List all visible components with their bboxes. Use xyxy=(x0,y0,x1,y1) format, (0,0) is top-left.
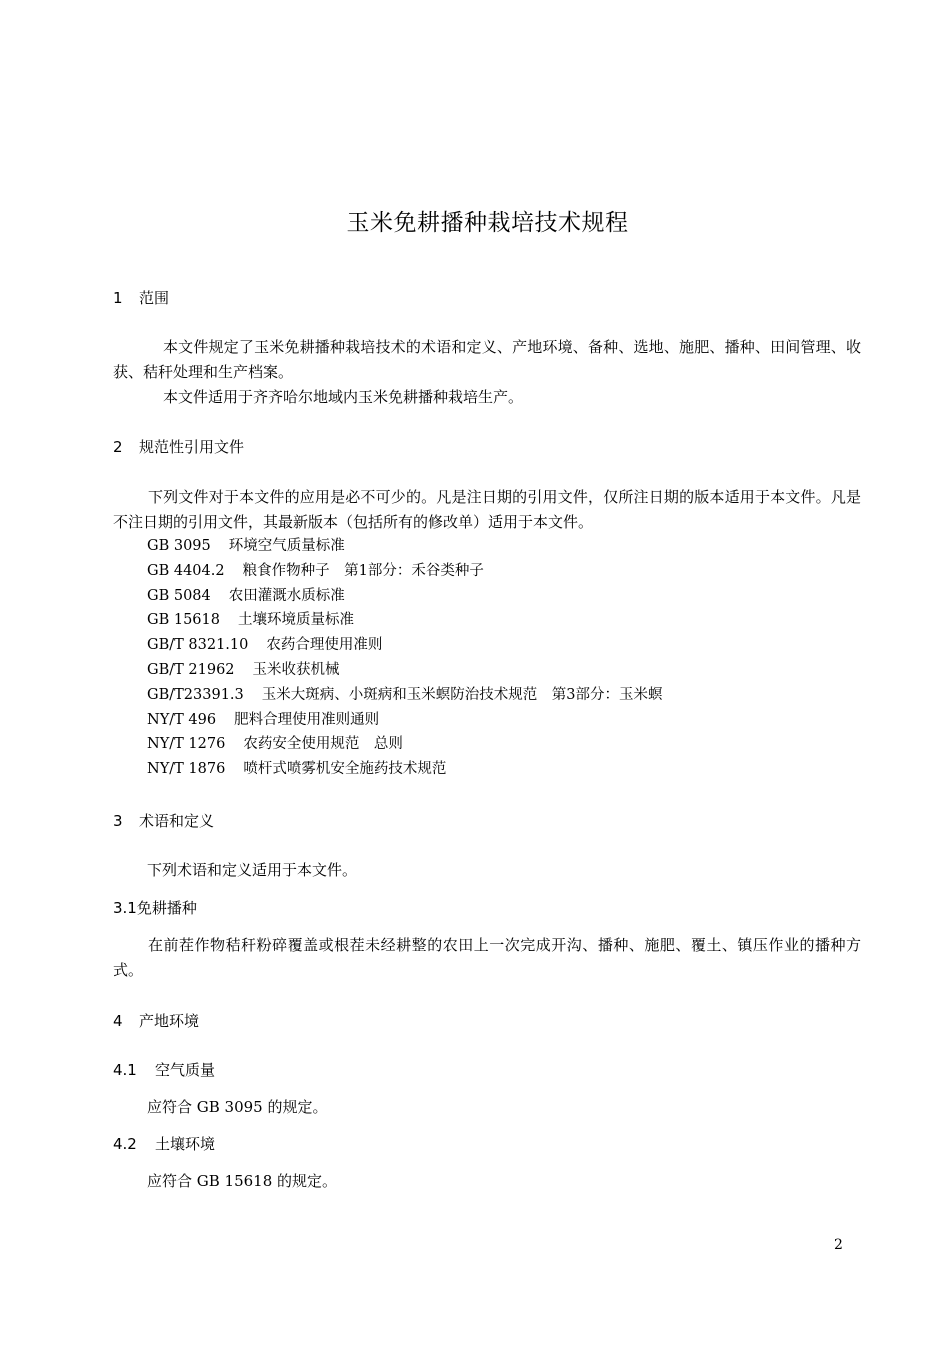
reference-title: 农药合理使用准则 xyxy=(266,637,383,654)
reference-item xyxy=(147,732,663,757)
reference-code: GB 15618 xyxy=(147,612,220,629)
reference-code: GB 4404.2 xyxy=(147,562,225,579)
reference-item xyxy=(147,658,663,683)
subsection-number: 4.2 xyxy=(113,1135,137,1153)
subsection-heading-soil-environment xyxy=(113,1133,215,1155)
section-title: 术语和定义 xyxy=(139,812,215,830)
reference-code: GB/T23391.3 xyxy=(147,686,244,703)
scope-paragraph-2: 本文件适用于齐齐哈尔地域内玉米免耕播种栽培生产。 xyxy=(163,388,524,406)
reference-item xyxy=(147,683,663,708)
reference-title: 农田灌溉水质标准 xyxy=(228,587,345,604)
reference-title: 粮食作物种子 第1部分：禾谷类种子 xyxy=(242,562,484,579)
terms-intro: 下列术语和定义适用于本文件。 xyxy=(147,861,358,879)
reference-title: 肥料合理使用准则通则 xyxy=(234,711,380,728)
section-heading-terms xyxy=(113,810,214,832)
subsection-title: 免耕播种 xyxy=(136,899,197,917)
section-number: 4 xyxy=(113,1012,123,1030)
reference-title: 喷杆式喷雾机安全施药技术规范 xyxy=(243,761,447,778)
reference-title: 环境空气质量标准 xyxy=(228,538,345,554)
subsection-number: 3.1 xyxy=(113,899,137,917)
section-title: 规范性引用文件 xyxy=(139,438,245,456)
reference-code: GB/T 21962 xyxy=(147,661,235,678)
subsection-title: 土壤环境 xyxy=(155,1135,216,1153)
subsection-title: 空气质量 xyxy=(155,1061,216,1079)
reference-item xyxy=(147,708,663,733)
section-heading-environment xyxy=(113,1010,199,1032)
reference-code: NY/T 1276 xyxy=(147,736,226,753)
soil-environment-text: 应符合 GB 15618 的规定。 xyxy=(147,1172,338,1190)
reference-list xyxy=(147,534,663,782)
reference-code: NY/T 496 xyxy=(147,711,217,728)
reference-item xyxy=(147,633,663,658)
reference-title: 玉米收获机械 xyxy=(252,661,340,678)
references-intro: 下列文件对于本文件的应用是必不可少的。凡是注日期的引用文件，仅所注日期的版本适用于本文件。凡是不注日期的引用文件，其最新版本（包括所有的修改单）适用于本文件。 xyxy=(113,488,861,531)
reference-code: GB/T 8321.10 xyxy=(147,637,249,654)
reference-item xyxy=(147,584,663,609)
reference-code: NY/T 1876 xyxy=(147,761,226,778)
page-number: 2 xyxy=(834,1237,843,1253)
section-number: 1 xyxy=(113,289,123,307)
no-till-definition: 在前茬作物秸秆粉碎覆盖或根茬未经耕整的农田上一次完成开沟、播种、施肥、覆土、镇压作业的播种方式。 xyxy=(113,936,861,979)
air-quality-text: 应符合 GB 3095 的规定。 xyxy=(147,1098,328,1116)
reference-item xyxy=(147,534,663,559)
reference-title: 农药安全使用规范 总则 xyxy=(243,736,403,753)
reference-title: 玉米大斑病、小斑病和玉米螟防治技术规范 第3部分：玉米螟 xyxy=(261,686,663,703)
scope-paragraph-1: 本文件规定了玉米免耕播种栽培技术的术语和定义、产地环境、备种、选地、施肥、播种、田间管理、收获、秸秆处理和生产档案。 xyxy=(113,338,861,381)
reference-title: 土壤环境质量标准 xyxy=(237,612,354,629)
subsection-heading-no-till-sowing xyxy=(113,897,197,919)
subsection-number: 4.1 xyxy=(113,1061,137,1079)
section-title: 范围 xyxy=(139,289,170,307)
reference-item xyxy=(147,608,663,633)
reference-item xyxy=(147,757,663,782)
section-heading-scope xyxy=(113,287,169,309)
reference-code: GB 3095 xyxy=(147,538,211,554)
reference-item xyxy=(147,559,663,584)
document-title: 玉米免耕播种栽培技术规程 xyxy=(346,210,629,236)
section-title: 产地环境 xyxy=(139,1012,200,1030)
section-heading-normative-references xyxy=(113,436,244,458)
subsection-heading-air-quality xyxy=(113,1059,215,1081)
reference-code: GB 5084 xyxy=(147,587,211,604)
section-number: 3 xyxy=(113,812,123,830)
section-number: 2 xyxy=(113,438,123,456)
